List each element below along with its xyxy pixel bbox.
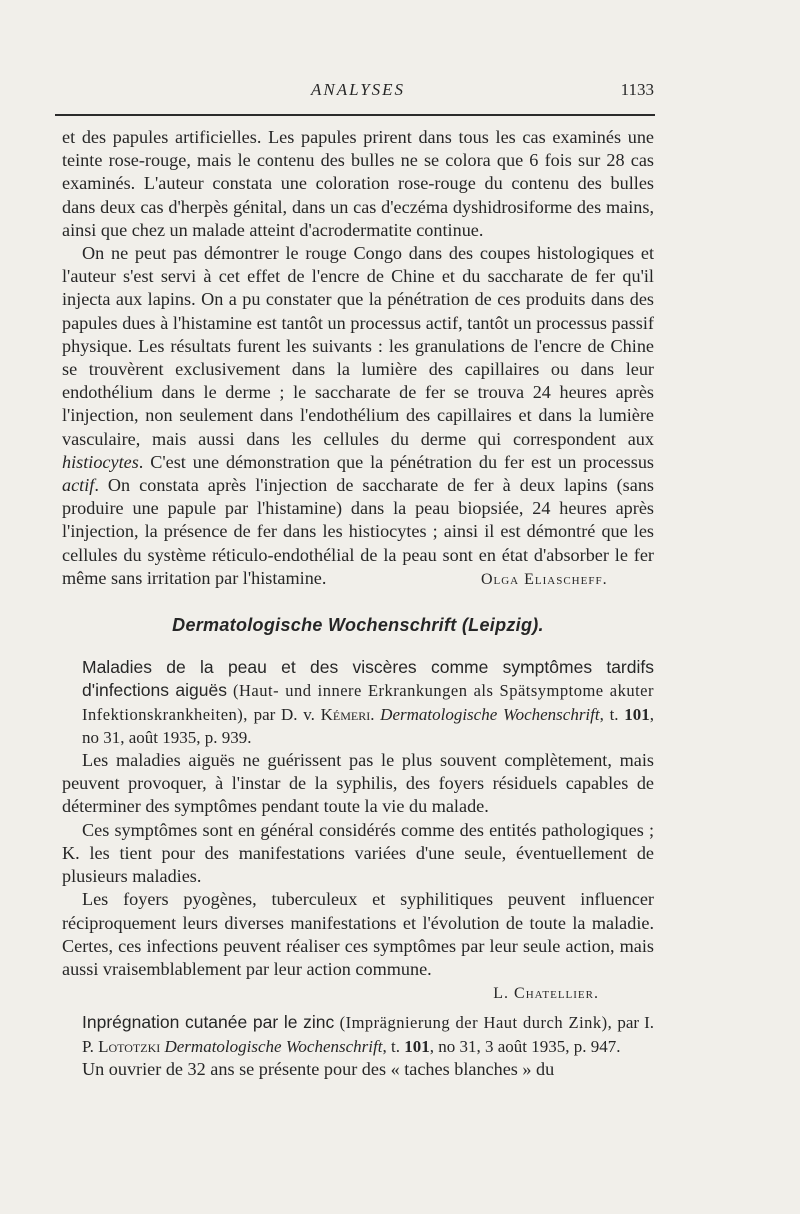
entry-2-title-german: (Imprägnierung der Haut durch Zink),: [339, 1013, 613, 1033]
header-rule: [55, 114, 655, 116]
entry-2-title: Inprégnation cutanée par le zinc: [82, 1012, 335, 1033]
entry-1-by: par D. v.: [247, 704, 321, 724]
running-head: [62, 80, 654, 104]
running-title: ANALYSES: [310, 80, 406, 99]
entry-1-journal: Dermatologische Wochenschrift: [380, 704, 600, 724]
entry-1-volume: 101: [624, 704, 650, 724]
entry-1-ref-post: , no 31, août 1935, p. 939.: [82, 704, 654, 747]
page-number: 1133: [620, 80, 654, 99]
body-text: [62, 126, 654, 1081]
entry-2-author: Lototzki: [98, 1036, 161, 1056]
entry-1-title-german: (Haut- und innere Erkrankungen als Spätsymptome akuter Infektionskrankheiten),: [82, 681, 654, 724]
paragraph-2: [62, 242, 654, 591]
entry-1-ref-pre: , t.: [599, 704, 625, 724]
entry-1-paragraph-2: Ces symptômes sont en général considérés comme des entités pathologiques ; K. les tient pour des manifestations variées d'une seule, éventuellement de plusieurs maladies.: [62, 819, 654, 887]
paragraph-2-part-a: On ne peut pas démontrer le rouge Congo dans des coupes histologiques et l'auteur s'est servi à cet effet de l'encre de Chine et du saccharate de fer qu'il injecta aux lapins. On a pu constater que la pénétration de ces produits dans des papules dues à l'histamine est tantôt un processus actif, tantôt un processus passif physique. Les résultats furent les suivants : les granulations de l'encre de Chine se trouvèrent exclusivement dans la lumière des capillaires ou dans leur endothélium dans le derme ; le saccharate de fer se trouva 24 heures après l'injection, non seulement dans l'endothélium des capillaires et dans la lumière vasculaire, mais aussi dans les cellules du derme qui correspondent aux: [62, 243, 654, 449]
entry-1-author: Kémeri: [320, 704, 371, 724]
paragraph-1: et des papules artificielles. Les papules prirent dans tous les cas examinés une teinte rose-rouge, mais le contenu des bulles ne se colora que 6 fois sur 28 cas examinés. L'auteur constata une coloration rose-rouge du contenu des bulles dans deux cas d'herpès génital, dans un cas d'eczéma dyshidrosiforme des mains, ainsi que chez un malade atteint d'acrodermatite continue.: [62, 127, 654, 240]
signature-chatellier: L. Chatellier.: [493, 985, 599, 1003]
entry-2-journal: Dermatologische Wochenschrift: [164, 1036, 383, 1056]
paragraph-2-part-c: . On constata après l'injection de saccharate de fer à deux lapins (sans produire une papule par l'histamine) dans la peau biopsiée, 24 heures après l'injection, la présence de fer dans les histiocytes ; ainsi il est démontré que les cellules du système réticulo-endothélial de la peau sont en état d'absorber le fer même sans irritation par l'histamine.: [62, 475, 654, 588]
entry-2-paragraph-1: Un ouvrier de 32 ans se présente pour des « taches blanches » du: [82, 1058, 555, 1079]
entry-2-by: par I. P.: [82, 1013, 654, 1056]
histiocytes-term: histiocytes: [62, 451, 139, 472]
signature-eliascheff: Olga Eliascheff.: [480, 570, 608, 588]
entry-1-paragraph-3: Les foyers pyogènes, tuberculeux et syphilitiques peuvent influencer réciproquement leurs diverses manifestations et l'évolution de toute la maladie. Certes, ces infections peuvent réaliser ces symptômes par leur seule action, mais aussi vraisemblablement par leur action commune.: [62, 889, 654, 979]
entry-2-ref-post: , no 31, 3 août 1935, p. 947.: [429, 1036, 621, 1056]
entry-2-volume: 101: [404, 1036, 430, 1056]
entry-1-paragraph-1: Les maladies aiguës ne guérissent pas le plus souvent complètement, mais peuvent provoquer, à l'instar de la syphilis, des foyers résiduels capables de déterminer des symptômes pendant toute la vie du malade.: [62, 750, 654, 817]
entry-1-title: Maladies de la peau et des viscères comme symptômes tardifs d'infections aiguës: [82, 657, 654, 701]
entry-2-ref-pre: , t.: [382, 1036, 405, 1056]
paragraph-2-part-b: . C'est une démonstration que la pénétration du fer est un processus: [138, 451, 654, 472]
actif-term: actif: [62, 475, 95, 496]
entry-1-heading: Maladies de la peau et des viscères comme symptômes tardifs d'infections aiguës (Haut- und innere Erkrankungen als Spätsymptome akuter Infektionskrankheiten), par D. v. Kémeri. Dermatologische Wochenschrift, t. 101, no 31, août 1935, p. 939.: [82, 657, 654, 747]
entry-2-heading: [62, 1011, 654, 1057]
section-title: Dermatologische Wochenschrift (Leipzig).: [172, 615, 544, 636]
entry-1-signature-line: [62, 981, 654, 1005]
